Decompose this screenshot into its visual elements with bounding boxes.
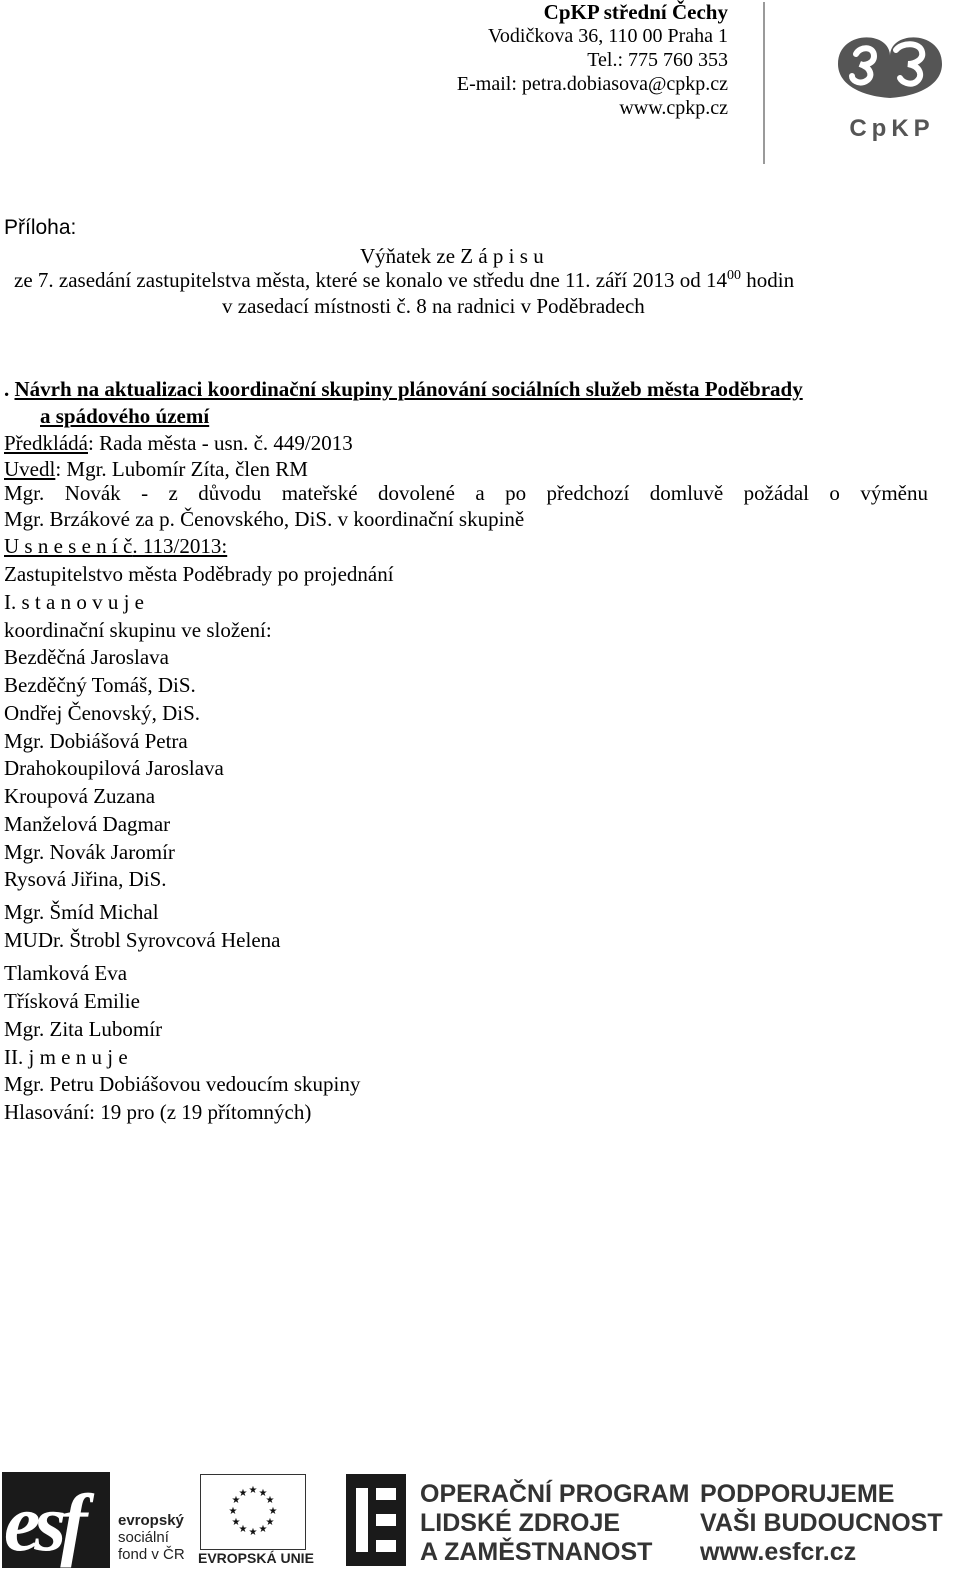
session-place: v zasedací místnosti č. 8 na radnici v Poděbradech <box>222 294 645 318</box>
vote-line: Hlasování: 19 pro (z 19 přítomných) <box>4 1100 312 1124</box>
presented-line <box>4 456 308 482</box>
presented-value: : Mgr. Lubomír Zíta, člen RM <box>55 457 308 481</box>
attachment-label: Příloha: <box>4 216 77 239</box>
org-email: E-mail: petra.dobiasova@cpkp.cz <box>456 73 728 95</box>
member-item: Drahokoupilová Jaroslava <box>4 756 224 780</box>
op-logo <box>346 1472 690 1568</box>
session-hours: hodin <box>741 268 795 292</box>
eu-logo <box>198 1472 314 1568</box>
member-item: Mgr. Dobiášová Petra <box>4 729 188 753</box>
org-phone: Tel.: 775 760 353 <box>587 49 728 71</box>
member-item: Manželová Dagmar <box>4 812 171 836</box>
org-name: CpKP střední Čechy <box>543 0 728 24</box>
svg-text:★: ★ <box>268 1506 278 1517</box>
svg-text:★: ★ <box>231 1495 241 1506</box>
op-text-line-1: OPERAČNÍ PROGRAM <box>420 1480 690 1508</box>
svg-text:★: ★ <box>248 1485 258 1496</box>
svg-text:★: ★ <box>258 1488 268 1499</box>
decision-2-verb: j m e n u j e <box>23 1045 128 1069</box>
eu-stars-icon <box>201 1475 305 1549</box>
member-item: Mgr. Šmíd Michal <box>4 900 159 924</box>
item-title-line-1 <box>4 376 803 402</box>
decision-1-verb: s t a n o v u j e <box>16 590 144 614</box>
support-text <box>700 1480 943 1567</box>
session-line <box>14 268 794 293</box>
member-item: Bezděčný Tomáš, DiS. <box>4 673 196 697</box>
eu-text: EVROPSKÁ UNIE <box>198 1550 314 1566</box>
support-text-line-2: VAŠI BUDOUCNOST <box>700 1509 943 1537</box>
svg-text:★: ★ <box>238 1524 248 1535</box>
org-address: Vodičkova 36, 110 00 Praha 1 <box>488 25 728 47</box>
op-text-line-3: A ZAMĚSTNANOST <box>420 1538 653 1566</box>
esf-text-line-1: evropský <box>118 1512 184 1529</box>
svg-text:CpKP: CpKP <box>849 115 935 142</box>
support-text-line-3: www.esfcr.cz <box>700 1538 857 1566</box>
esf-text-line-2: sociální <box>118 1529 169 1546</box>
member-item: MUDr. Štrobl Syrovcová Helena <box>4 928 281 952</box>
esf-logo <box>2 1472 192 1568</box>
svg-text:★: ★ <box>248 1527 258 1538</box>
svg-text:★: ★ <box>228 1506 238 1517</box>
excerpt-title: Výňatek ze Z á p i s u <box>360 244 544 268</box>
op-mark-block <box>346 1474 406 1566</box>
org-web: www.cpkp.cz <box>619 97 728 119</box>
item-title-line-2: a spádového území <box>40 404 210 428</box>
decision-1-number: I. <box>4 590 17 614</box>
cpkp-logo-icon <box>830 20 954 144</box>
letterhead <box>457 0 728 120</box>
member-item: Třísková Emilie <box>4 989 140 1013</box>
presented-label: Uvedl <box>4 457 56 481</box>
submitted-line <box>4 430 353 456</box>
esf-text-line-3: fond v ČR <box>118 1546 185 1563</box>
decision-2 <box>4 1044 128 1070</box>
svg-text:★: ★ <box>238 1488 248 1499</box>
esf-text <box>118 1512 185 1563</box>
decision-2-number: II. <box>4 1045 24 1069</box>
svg-text:★: ★ <box>265 1517 275 1528</box>
esf-mark: esf <box>4 1477 82 1568</box>
header-divider <box>763 2 765 164</box>
svg-text:★: ★ <box>231 1517 241 1528</box>
member-item: Rysová Jiřina, DiS. <box>4 867 167 891</box>
member-item: Tlamková Eva <box>4 961 128 985</box>
member-item: Ondřej Čenovský, DiS. <box>4 701 200 725</box>
svg-text:★: ★ <box>265 1495 275 1506</box>
resolution-heading <box>4 533 227 559</box>
composition-label: koordinační skupinu ve složení: <box>4 618 272 642</box>
decision-1 <box>4 589 144 615</box>
session-text: ze 7. zasedání zastupitelstva města, které se konalo ve středu dne 11. září 2013 od 14 <box>14 268 727 292</box>
item-dot: . <box>4 377 10 401</box>
support-logo <box>700 1472 950 1568</box>
member-item: Bezděčná Jaroslava <box>4 645 169 669</box>
session-time-superscript: 00 <box>727 268 741 283</box>
member-item: Kroupová Zuzana <box>4 784 156 808</box>
svg-text:★: ★ <box>258 1524 268 1535</box>
item-title: Návrh na aktualizaci koordinační skupiny plánování sociálních služeb města Poděbrady <box>14 377 803 401</box>
op-text-line-2: LIDSKÉ ZDROJE <box>420 1509 621 1537</box>
eu-flag <box>200 1474 306 1550</box>
note-line-2: Mgr. Brzákové za p. Čenovského, DiS. v koordinační skupině <box>4 507 525 531</box>
note-line-1: Mgr. Novák - z důvodu mateřské dovolené a po předchozí domluvě požádal o výměnu <box>4 481 928 505</box>
leader-line: Mgr. Petru Dobiášovou vedoucím skupiny <box>4 1072 361 1096</box>
submitted-label: Předkládá <box>4 431 88 455</box>
resolution-label: U s n e s e n í č <box>4 534 133 558</box>
council-line: Zastupitelstvo města Poděbrady po projednání <box>4 562 394 586</box>
op-text <box>420 1480 689 1567</box>
support-text-line-1: PODPORUJEME <box>700 1480 895 1508</box>
cpkp-logo <box>830 20 954 144</box>
resolution-number: . 113/2013: <box>132 534 228 558</box>
member-item: Mgr. Zita Lubomír <box>4 1017 163 1041</box>
submitted-value: : Rada města - usn. č. 449/2013 <box>87 431 353 455</box>
member-item: Mgr. Novák Jaromír <box>4 840 175 864</box>
op-mark-icon <box>346 1474 406 1566</box>
